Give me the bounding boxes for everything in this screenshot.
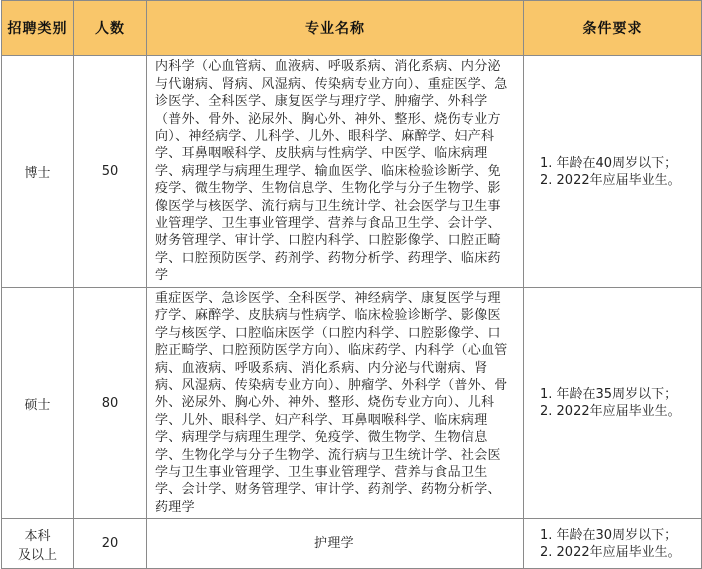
row-category: [2, 519, 74, 569]
header-count: 人数: [74, 1, 147, 56]
condition-age: 1. 年龄在40周岁以下；: [540, 155, 678, 171]
header-conditions: 条件要求: [524, 1, 702, 56]
condition-graduate: 2. 2022年应届毕业生。: [540, 544, 681, 560]
row-category: 博士: [2, 56, 74, 288]
row-majors: 重症医学、急诊医学、全科医学、神经病学、康复医学与理疗学、麻醉学、皮肤病与性病学、临床检验诊断学、影像医学与核医学、口腔临床医学（口腔内科学、口腔影像学、口腔正畸学、口腔预防医学方向）、临床药学、内科学（心血管病、血液病、呼吸系病、消化系病、内分泌与代谢病、肾病、风湿病、传染病专业方向）、肿瘤学、外科学（普外、骨外、泌尿外、胸心外、神外、整形、烧伤专业方向）、儿科学、儿外、眼科学、妇产科学、耳鼻咽喉科学、临床病理学、病理学与病理生理学、免疫学、微生物学、生物信息学、生物化学与分子生物学、流行病与卫生统计学、社会医学与卫生事业管理学、卫生事业管理学、营养与食品卫生学、会计学、财务管理学、审计学、药剂学、药物分析学、药理学: [147, 288, 524, 519]
header-major: 专业名称: [147, 1, 524, 56]
category-line: 本科: [24, 528, 51, 544]
condition-age: 1. 年龄在35周岁以下；: [540, 387, 678, 403]
row-count: 50: [74, 56, 147, 288]
category-line: 及以上: [17, 547, 57, 563]
row-count: 80: [74, 288, 147, 519]
row-majors: 护理学: [147, 519, 524, 569]
condition-graduate: 2. 2022年应届毕业生。: [540, 404, 681, 420]
table-header-row: [2, 1, 702, 56]
condition-graduate: 2. 2022年应届毕业生。: [540, 172, 681, 188]
recruitment-table: [1, 0, 702, 569]
row-count: 20: [74, 519, 147, 569]
table-row: [2, 519, 702, 569]
table-row: [2, 56, 702, 288]
row-conditions: [524, 519, 702, 569]
row-category: 硕士: [2, 288, 74, 519]
header-category: 招聘类别: [2, 1, 74, 56]
row-conditions: [524, 288, 702, 519]
row-majors: 内科学（心血管病、血液病、呼吸系病、消化系病、内分泌与代谢病、肾病、风湿病、传染病专业方向）、重症医学、急诊医学、全科医学、康复医学与理疗学、肿瘤学、外科学（普外、骨外、泌尿外、胸心外、神外、整形、烧伤专业方向）、神经病学、儿科学、儿外、眼科学、麻醉学、妇产科学、耳鼻咽喉科学、皮肤病与性病学、中医学、临床病理学、病理学与病理生理学、输血医学、临床检验诊断学、免疫学、微生物学、生物信息学、生物化学与分子生物学、影像医学与核医学、流行病与卫生统计学、社会医学与卫生事业管理学、卫生事业管理学、营养与食品卫生学、会计学、财务管理学、审计学、口腔内科学、口腔影像学、口腔正畸学、口腔预防医学、药剂学、药物分析学、药理学、临床药学: [147, 56, 524, 288]
row-conditions: [524, 56, 702, 288]
table-row: [2, 288, 702, 519]
condition-age: 1. 年龄在30周岁以下；: [540, 527, 678, 543]
